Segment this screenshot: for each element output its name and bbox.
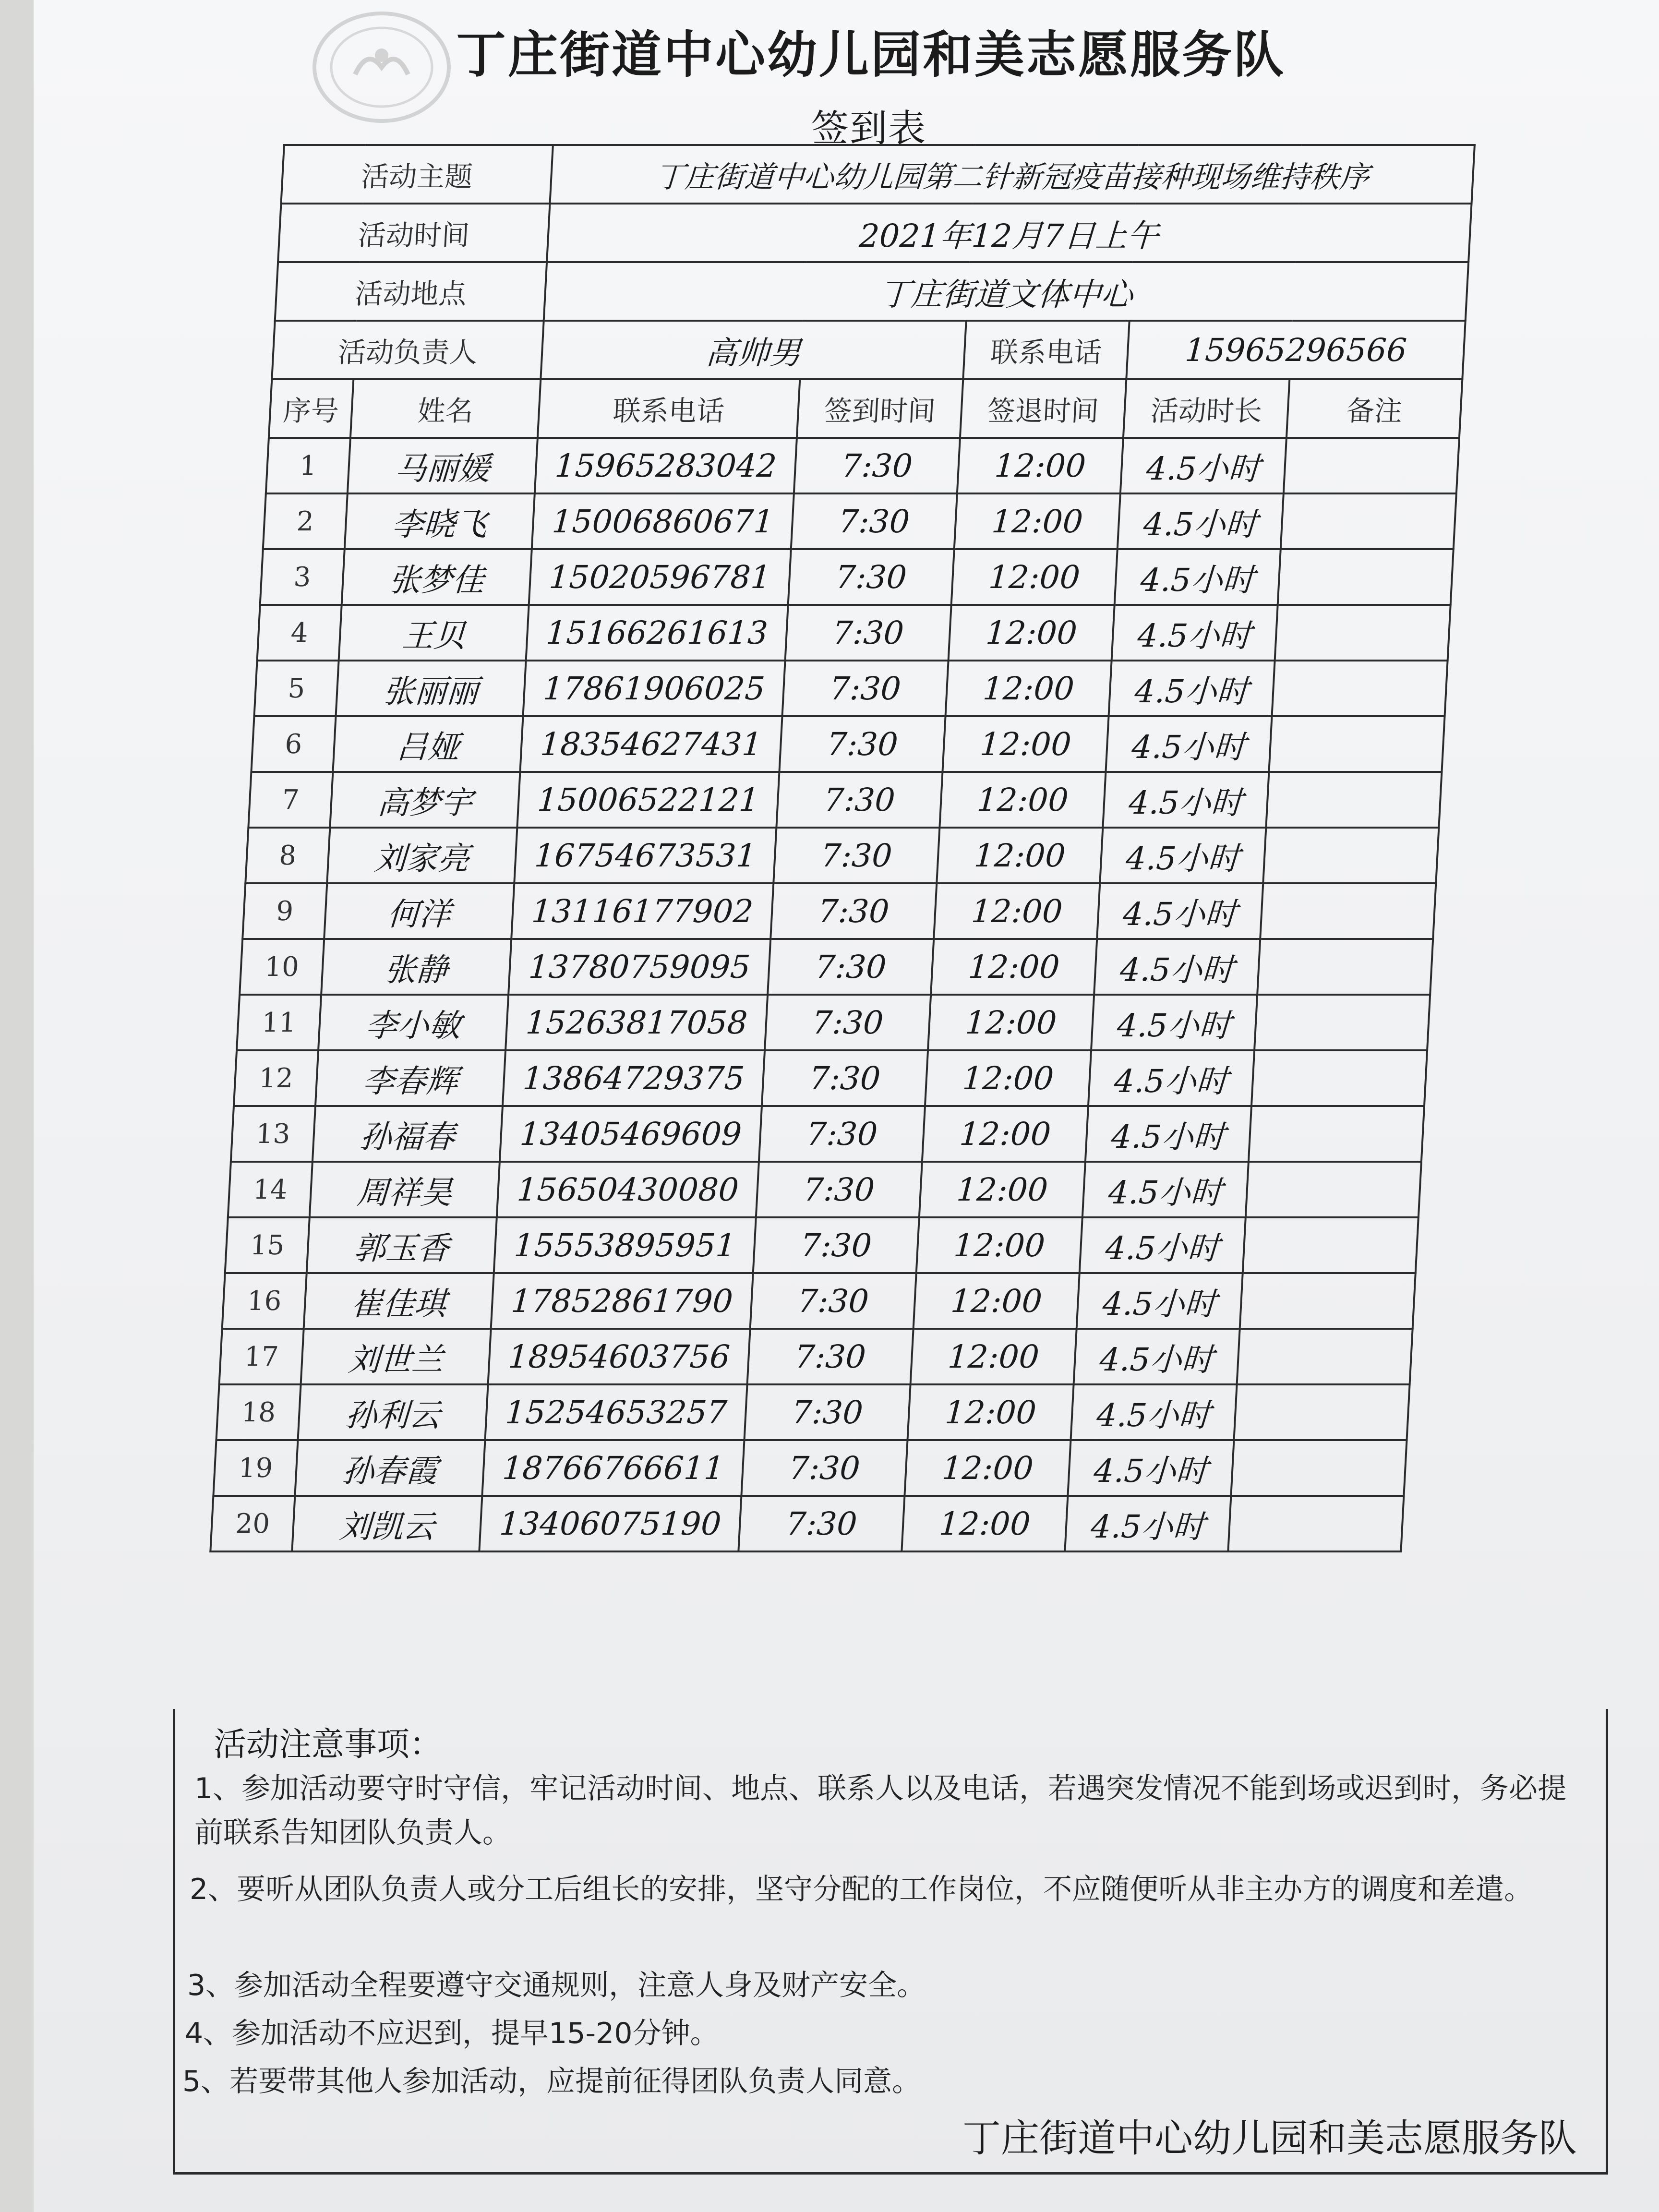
table-row — [213, 1440, 1407, 1496]
volunteer-name: 孙春霞 — [295, 1440, 485, 1496]
time-label: 活动时间 — [278, 204, 550, 262]
table-row — [257, 605, 1451, 661]
page-subtitle: 签到表 — [811, 107, 927, 150]
sign-out-time: 12:00 — [904, 1440, 1070, 1496]
table-row — [219, 1329, 1413, 1384]
sign-out-time: 12:00 — [934, 883, 1100, 939]
page-title: 丁庄街道中心幼儿园和美志愿服务队 — [456, 25, 1286, 84]
row-number: 6 — [251, 716, 336, 772]
volunteer-name: 吕娅 — [333, 716, 523, 772]
volunteer-name: 张梦佳 — [342, 549, 532, 605]
volunteer-phone: 13116177902 — [511, 883, 773, 939]
row-number: 5 — [254, 661, 339, 716]
remark — [1237, 1329, 1413, 1384]
remark — [1254, 995, 1430, 1050]
sign-in-time: 7:30 — [788, 549, 954, 605]
sign-in-time: 7:30 — [762, 1050, 928, 1106]
volunteer-name: 崔佳琪 — [304, 1273, 494, 1329]
notes-title: 活动注意事项： — [214, 1726, 443, 1764]
row-number: 1 — [266, 438, 350, 493]
activity-duration: 4.5小时 — [1082, 1162, 1249, 1217]
volunteer-phone: 13864729375 — [503, 1050, 765, 1106]
sign-out-time: 12:00 — [954, 493, 1120, 549]
remark — [1240, 1273, 1416, 1329]
activity-duration: 4.5小时 — [1112, 605, 1278, 661]
table-row — [260, 549, 1454, 605]
column-header: 备注 — [1286, 379, 1462, 438]
sign-in-time: 7:30 — [756, 1162, 922, 1217]
sign-in-time: 7:30 — [791, 493, 957, 549]
activity-duration: 4.5小时 — [1120, 438, 1286, 493]
time-value: 2021年12月7日上午 — [547, 204, 1471, 262]
sign-out-time: 12:00 — [925, 1050, 1091, 1106]
table-row — [222, 1273, 1416, 1329]
info-row-leader — [272, 321, 1465, 379]
column-header: 活动时长 — [1123, 379, 1289, 438]
table-row — [251, 716, 1444, 772]
volunteer-name: 孙利云 — [298, 1384, 488, 1440]
note-item: 2、要听从团队负责人或分工后组长的安排，坚守分配的工作岗位，不应随便听从非主办方的调度和差遣。 — [190, 1873, 1533, 1906]
column-header-row — [269, 379, 1462, 438]
row-number: 11 — [237, 995, 321, 1050]
row-number: 13 — [231, 1106, 315, 1162]
row-number: 2 — [263, 493, 348, 549]
remark — [1260, 883, 1436, 939]
sign-out-time: 12:00 — [908, 1384, 1074, 1440]
note-item: 5、若要带其他人参加活动，应提前征得团队负责人同意。 — [182, 2065, 921, 2098]
sign-in-sheet-paper — [34, 0, 1659, 2212]
remark — [1228, 1496, 1404, 1551]
volunteer-phone: 18766766611 — [482, 1440, 744, 1496]
volunteer-phone: 16754673531 — [514, 828, 776, 883]
sign-in-time: 7:30 — [785, 605, 951, 661]
activity-duration: 4.5小时 — [1100, 828, 1266, 883]
sign-in-time: 7:30 — [741, 1440, 907, 1496]
volunteer-name: 郭玉香 — [307, 1217, 497, 1273]
row-number: 15 — [225, 1217, 310, 1273]
info-row-place — [275, 262, 1468, 321]
sign-out-time: 12:00 — [939, 772, 1106, 828]
activity-duration: 4.5小时 — [1103, 772, 1269, 828]
activity-duration: 4.5小时 — [1106, 716, 1272, 772]
volunteer-name: 刘世兰 — [301, 1329, 491, 1384]
sign-in-time: 7:30 — [747, 1329, 914, 1384]
remark — [1249, 1106, 1424, 1162]
sign-out-time: 12:00 — [931, 939, 1097, 995]
table-row — [228, 1162, 1421, 1217]
remark — [1275, 605, 1451, 661]
remark — [1263, 828, 1439, 883]
volunteer-phone: 15254653257 — [485, 1384, 747, 1440]
remark — [1266, 772, 1442, 828]
info-row-time — [278, 204, 1471, 262]
leader-value: 高帅男 — [541, 321, 966, 379]
info-row-theme — [281, 145, 1475, 204]
volunteer-name: 周祥昊 — [310, 1162, 500, 1217]
table-row — [216, 1384, 1409, 1440]
sign-out-time: 12:00 — [946, 661, 1112, 716]
remark — [1257, 939, 1433, 995]
table-row — [210, 1496, 1404, 1551]
sign-in-time: 7:30 — [779, 716, 945, 772]
activity-duration: 4.5小时 — [1118, 493, 1284, 549]
sign-in-time: 7:30 — [768, 939, 934, 995]
table-row — [234, 1050, 1427, 1106]
remark — [1272, 661, 1448, 716]
volunteer-name: 王贝 — [339, 605, 529, 661]
row-number: 19 — [213, 1440, 298, 1496]
remark — [1246, 1162, 1421, 1217]
table-row — [254, 661, 1448, 716]
sign-in-time: 7:30 — [745, 1384, 911, 1440]
remark — [1281, 493, 1456, 549]
activity-duration: 4.5小时 — [1074, 1329, 1240, 1384]
column-header: 联系电话 — [538, 379, 800, 438]
volunteer-phone: 13406075190 — [479, 1496, 741, 1551]
volunteer-name: 高梦宇 — [330, 772, 520, 828]
sign-in-table — [209, 144, 1476, 1552]
sign-out-time: 12:00 — [902, 1496, 1068, 1551]
activity-duration: 4.5小时 — [1094, 939, 1260, 995]
row-number: 12 — [234, 1050, 318, 1106]
row-number: 9 — [242, 883, 327, 939]
table-row — [248, 772, 1442, 828]
theme-label: 活动主题 — [281, 145, 553, 204]
volunteer-name: 刘凯云 — [292, 1496, 482, 1551]
row-number: 7 — [248, 772, 333, 828]
table-row — [242, 883, 1436, 939]
sign-out-time: 12:00 — [957, 438, 1123, 493]
sign-out-time: 12:00 — [937, 828, 1103, 883]
volunteer-name: 李春辉 — [315, 1050, 505, 1106]
table-row — [237, 995, 1430, 1050]
sign-out-time: 12:00 — [916, 1217, 1082, 1273]
activity-duration: 4.5小时 — [1085, 1106, 1251, 1162]
activity-duration: 4.5小时 — [1097, 883, 1263, 939]
activity-duration: 4.5小时 — [1115, 549, 1281, 605]
remark — [1269, 716, 1444, 772]
note-item: 1、参加活动要守时守信，牢记活动时间、地点、联系人以及电话，若遇突发情况不能到场或迟到时，务必提前联系告知团队负责人。 — [194, 1772, 1567, 1850]
activity-duration: 4.5小时 — [1065, 1496, 1231, 1551]
sign-in-time: 7:30 — [759, 1106, 925, 1162]
volunteer-phone: 18954603756 — [488, 1329, 750, 1384]
sign-in-time: 7:30 — [773, 828, 939, 883]
column-header: 姓名 — [350, 379, 541, 438]
sign-out-time: 12:00 — [922, 1106, 1088, 1162]
remark — [1243, 1217, 1419, 1273]
activity-duration: 4.5小时 — [1077, 1273, 1243, 1329]
remark — [1234, 1384, 1410, 1440]
sign-out-time: 12:00 — [942, 716, 1108, 772]
remark — [1251, 1050, 1427, 1106]
row-number: 16 — [222, 1273, 307, 1329]
theme-value: 丁庄街道中心幼儿园第二针新冠疫苗接种现场维持秩序 — [550, 145, 1475, 204]
volunteer-name: 张丽丽 — [336, 661, 526, 716]
volunteer-phone: 15166261613 — [526, 605, 788, 661]
sign-out-time: 12:00 — [949, 605, 1115, 661]
remark — [1284, 438, 1459, 493]
footer-organization: 丁庄街道中心幼儿园和美志愿服务队 — [962, 2116, 1577, 2161]
volunteer-phone: 15553895951 — [494, 1217, 756, 1273]
activity-duration: 4.5小时 — [1088, 1050, 1254, 1106]
remark — [1231, 1440, 1407, 1496]
leader-label: 活动负责人 — [272, 321, 543, 379]
place-value: 丁庄街道文体中心 — [544, 262, 1468, 321]
table-row — [225, 1217, 1419, 1273]
leader-phone-label: 联系电话 — [963, 321, 1129, 379]
row-number: 3 — [260, 549, 345, 605]
kindergarten-seal-logo — [310, 10, 454, 125]
row-number: 14 — [228, 1162, 313, 1217]
sign-in-time: 7:30 — [782, 661, 949, 716]
volunteer-name: 李小敏 — [318, 995, 508, 1050]
volunteer-phone: 17852861790 — [491, 1273, 753, 1329]
sign-in-time: 7:30 — [794, 438, 960, 493]
volunteer-phone: 13780759095 — [508, 939, 770, 995]
sign-in-time: 7:30 — [776, 772, 942, 828]
row-number: 20 — [210, 1496, 295, 1551]
volunteer-name: 孙福春 — [313, 1106, 503, 1162]
activity-duration: 4.5小时 — [1091, 995, 1257, 1050]
table-row — [266, 438, 1459, 493]
volunteer-name: 何洋 — [324, 883, 514, 939]
sign-out-time: 12:00 — [914, 1273, 1080, 1329]
row-number: 10 — [240, 939, 324, 995]
sign-in-time: 7:30 — [738, 1496, 904, 1551]
volunteer-phone: 17861906025 — [523, 661, 785, 716]
notes-section — [173, 1709, 1608, 2175]
activity-duration: 4.5小时 — [1068, 1440, 1234, 1496]
volunteer-phone: 15650430080 — [497, 1162, 759, 1217]
remark — [1278, 549, 1454, 605]
sign-out-time: 12:00 — [919, 1162, 1085, 1217]
table-row — [240, 939, 1433, 995]
volunteer-phone: 15263817058 — [505, 995, 768, 1050]
activity-duration: 4.5小时 — [1080, 1217, 1246, 1273]
sign-out-time: 12:00 — [928, 995, 1094, 1050]
sign-out-time: 12:00 — [911, 1329, 1077, 1384]
sign-out-time: 12:00 — [951, 549, 1118, 605]
leader-phone-value: 15965296566 — [1126, 321, 1465, 379]
activity-duration: 4.5小时 — [1109, 661, 1275, 716]
row-number: 17 — [219, 1329, 304, 1384]
row-number: 4 — [257, 605, 342, 661]
note-item: 3、参加活动全程要遵守交通规则，注意人身及财产安全。 — [187, 1969, 926, 2002]
volunteer-phone: 15006860671 — [532, 493, 794, 549]
table-row — [263, 493, 1456, 549]
table-row — [245, 828, 1439, 883]
sign-in-time: 7:30 — [750, 1273, 916, 1329]
volunteer-rows — [210, 438, 1459, 1551]
column-header: 签到时间 — [797, 379, 963, 438]
volunteer-name: 马丽媛 — [348, 438, 538, 493]
volunteer-name: 李晓飞 — [345, 493, 535, 549]
column-header: 序号 — [269, 379, 353, 438]
volunteer-phone: 15020596781 — [529, 549, 791, 605]
table-row — [231, 1106, 1424, 1162]
sign-in-time: 7:30 — [770, 883, 937, 939]
volunteer-name: 刘家亮 — [327, 828, 517, 883]
place-label: 活动地点 — [275, 262, 547, 321]
volunteer-phone: 18354627431 — [520, 716, 782, 772]
note-item: 4、参加活动不应迟到，提早15-20分钟。 — [185, 2017, 719, 2050]
volunteer-name: 张静 — [321, 939, 511, 995]
row-number: 18 — [216, 1384, 301, 1440]
volunteer-phone: 13405469609 — [500, 1106, 762, 1162]
sign-in-time: 7:30 — [753, 1217, 919, 1273]
row-number: 8 — [245, 828, 330, 883]
volunteer-phone: 15006522121 — [517, 772, 779, 828]
activity-duration: 4.5小时 — [1071, 1384, 1237, 1440]
volunteer-phone: 15965283042 — [535, 438, 797, 493]
column-header: 签退时间 — [960, 379, 1126, 438]
sign-in-time: 7:30 — [765, 995, 931, 1050]
